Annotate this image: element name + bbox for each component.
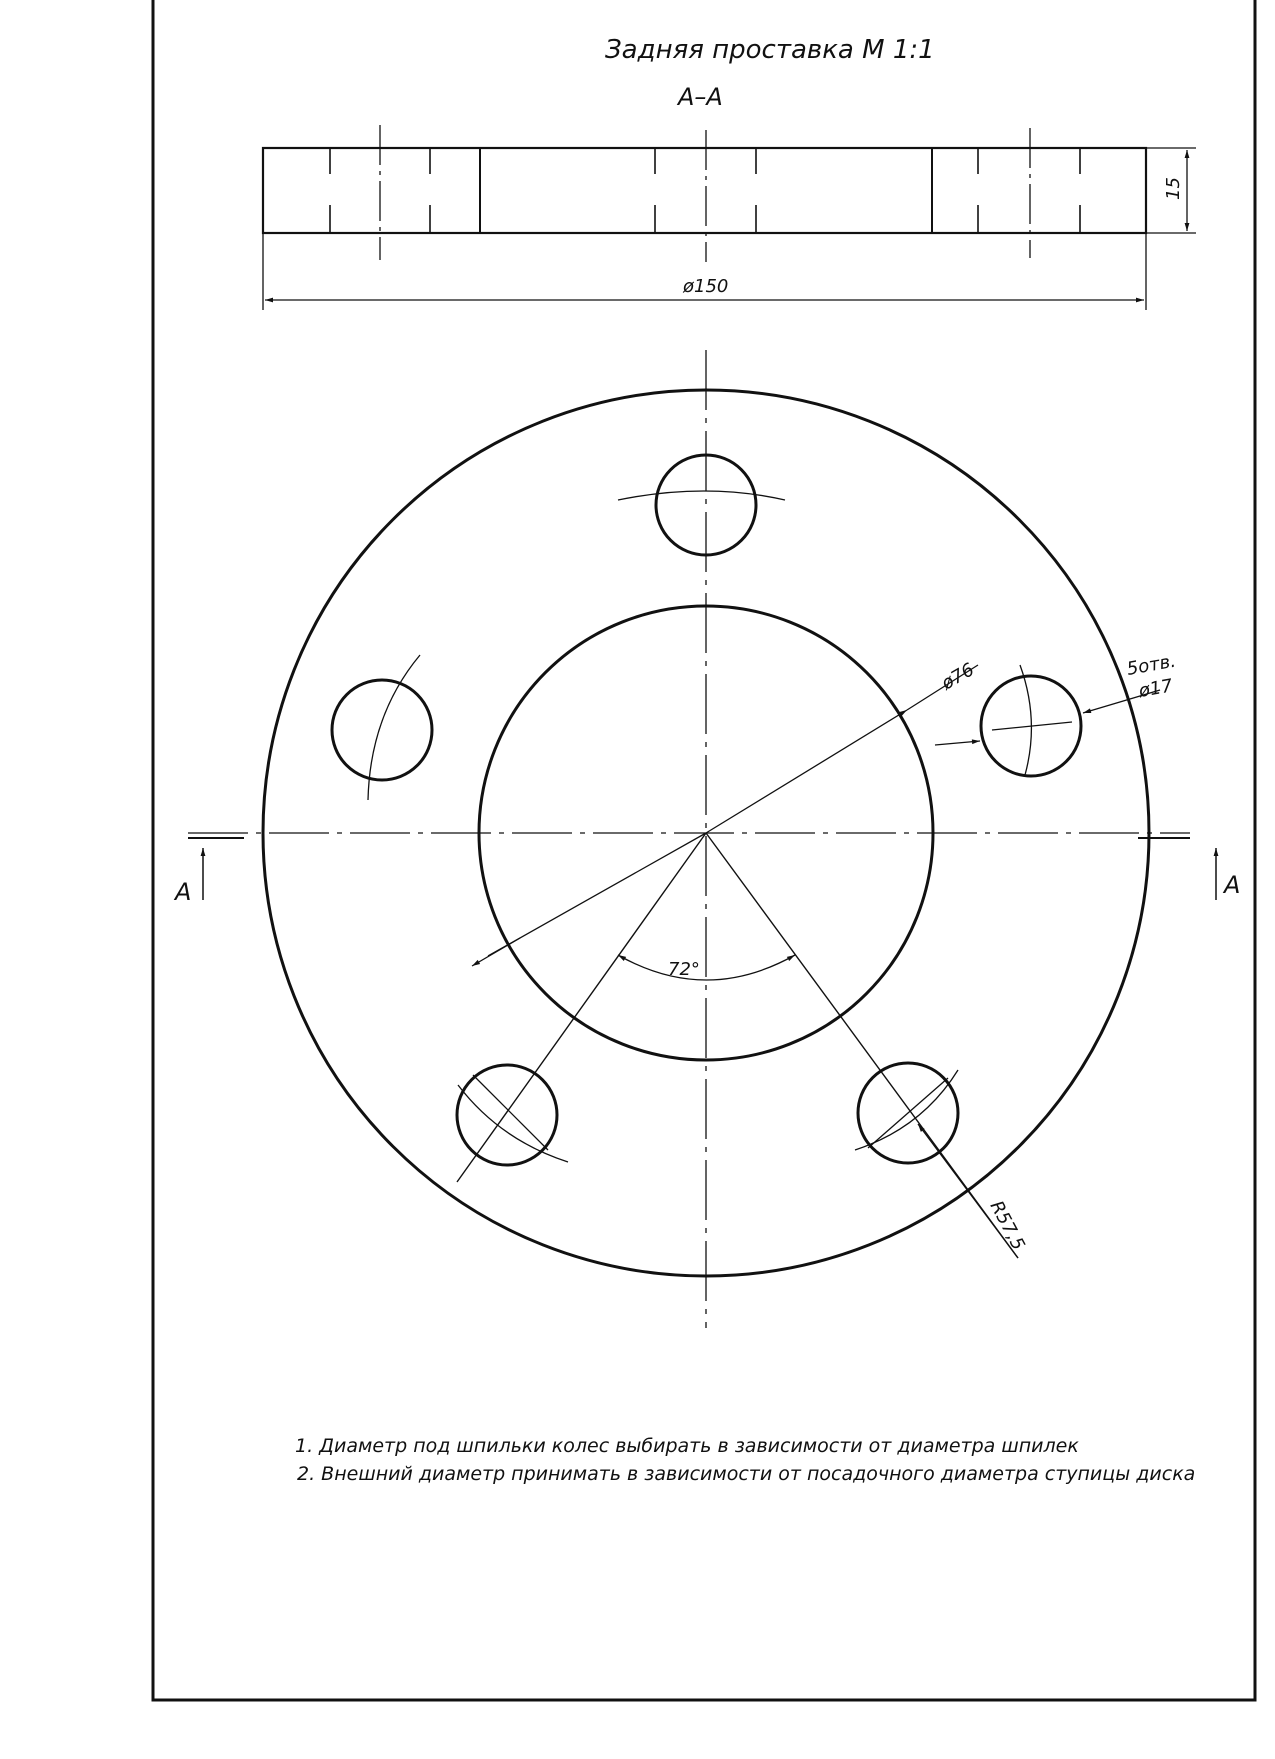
overall-diameter-dimension: ø150	[683, 276, 729, 297]
section-label: А–А	[678, 83, 723, 111]
bore-diameter-dimension: ø76	[938, 659, 978, 695]
note-1: 1. Диаметр под шпильки колес выбирать в зависимости от диаметра шпилек	[295, 1435, 1079, 1457]
pcd-radius-dimension: R57,5	[985, 1197, 1029, 1254]
hole-diameter-dimension: ø17	[1137, 675, 1175, 702]
thickness-dimension: 15	[1163, 177, 1184, 200]
bolt-hole	[332, 680, 432, 780]
section-mark-left: А	[175, 878, 192, 906]
holes-count-label: 5отв.	[1125, 650, 1178, 680]
angle-dimension: 72°	[668, 959, 700, 980]
side-section-view	[263, 125, 1196, 310]
drawing-title: Задняя проставка М 1:1	[605, 35, 935, 65]
front-view	[173, 350, 1240, 1328]
section-mark-right: А	[1224, 871, 1241, 899]
note-2: 2. Внешний диаметр принимать в зависимости от посадочного диаметра ступицы диска	[297, 1463, 1196, 1485]
bolt-hole	[457, 1065, 557, 1165]
